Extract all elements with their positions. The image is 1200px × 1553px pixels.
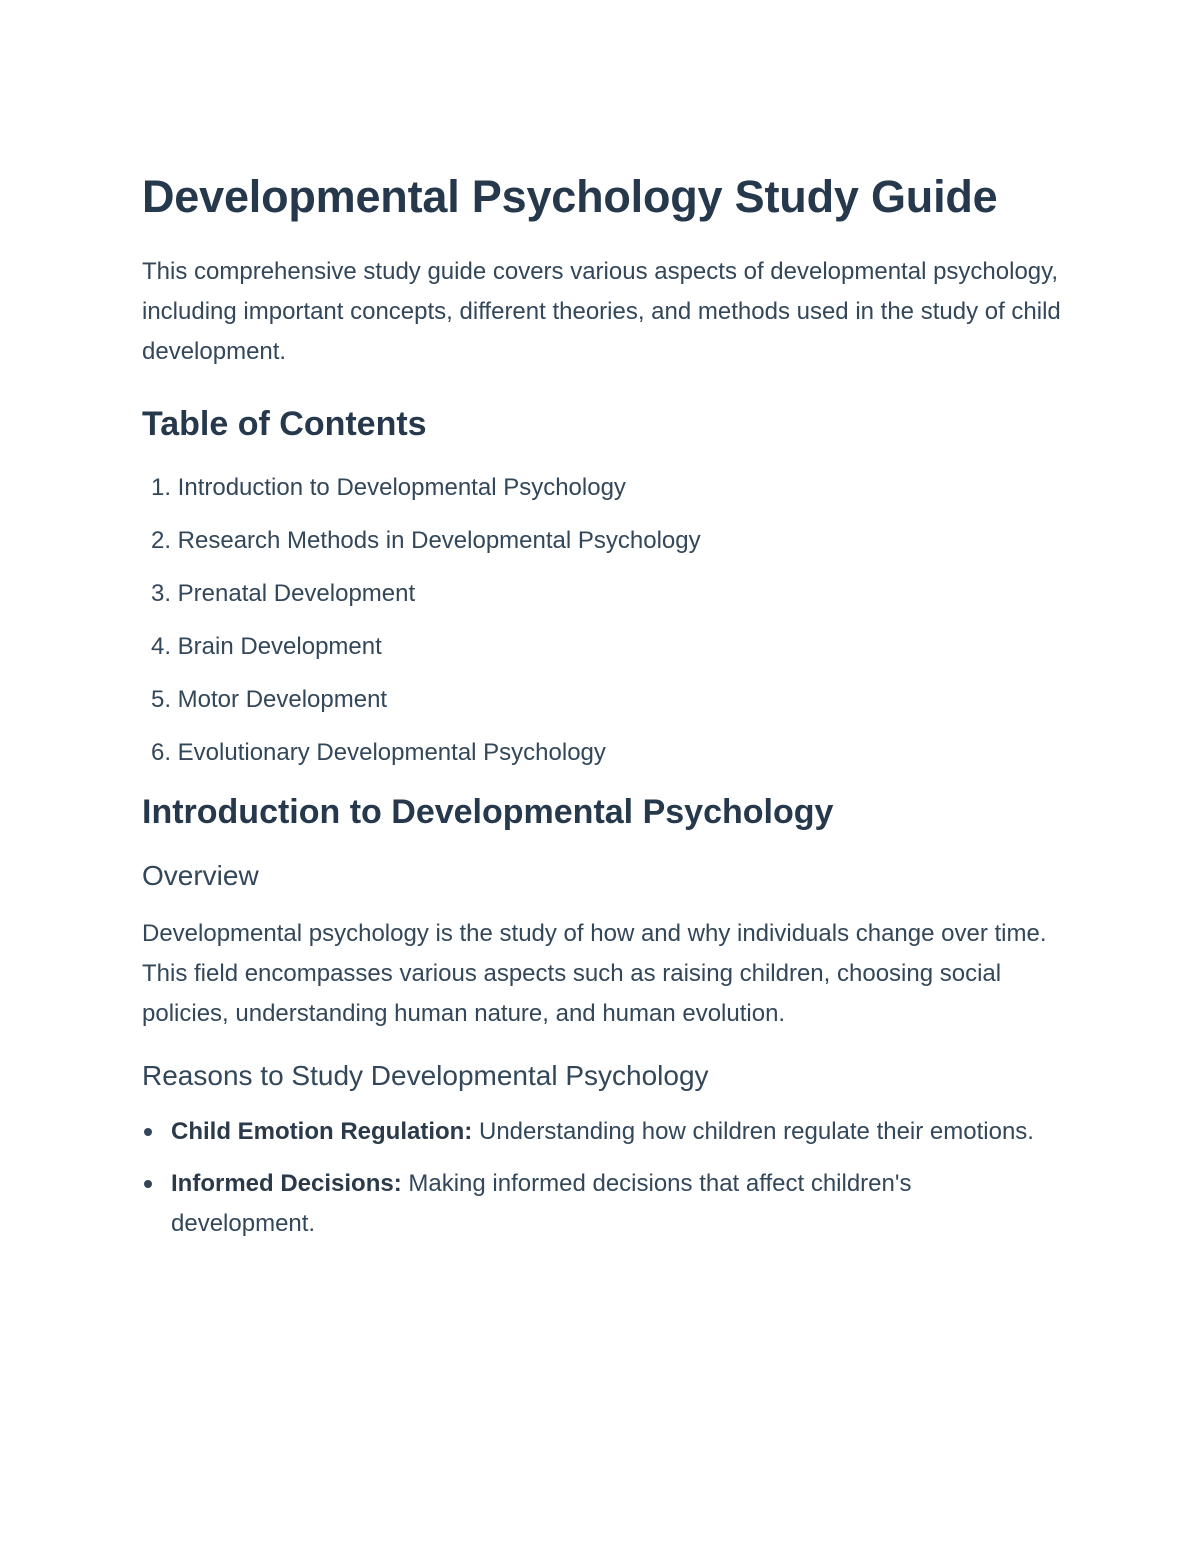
reason-term: Informed Decisions: <box>171 1170 402 1197</box>
list-item <box>142 1112 1062 1152</box>
overview-heading: Overview <box>142 860 259 891</box>
reason-text: Making informed decisions that affect children's development. <box>171 1170 912 1237</box>
toc-item[interactable] <box>142 525 1062 557</box>
toc-item-label: Brain Development <box>177 633 382 660</box>
toc-item-label: Introduction to Developmental Psychology <box>177 474 626 501</box>
table-of-contents <box>142 472 1062 769</box>
reason-text: Understanding how children regulate their emotions. <box>472 1118 1034 1145</box>
reasons-heading: Reasons to Study Developmental Psychology <box>142 1060 709 1091</box>
overview-paragraph: Developmental psychology is the study of how and why individuals change over time. This field encompasses various aspects such as raising children, choosing social policies, understanding human nature, and human evolution. <box>142 920 1047 1027</box>
toc-item-number: 1. <box>150 474 171 501</box>
intro-paragraph: This comprehensive study guide covers various aspects of developmental psychology, including important concepts, different theories, and methods used in the study of child development. <box>142 258 1061 365</box>
toc-item-number: 3. <box>150 580 171 607</box>
toc-item-number: 6. <box>150 739 171 766</box>
section-heading-introduction: Introduction to Developmental Psychology <box>142 793 834 831</box>
toc-item-number: 4. <box>150 633 171 660</box>
toc-item[interactable] <box>142 578 1062 610</box>
toc-item[interactable] <box>142 631 1062 663</box>
toc-item-number: 5. <box>150 686 171 713</box>
list-item <box>142 1164 1062 1244</box>
toc-item-number: 2. <box>150 527 171 554</box>
toc-item-label: Prenatal Development <box>177 580 416 607</box>
toc-item[interactable] <box>142 684 1062 716</box>
toc-item-label: Motor Development <box>177 686 388 713</box>
toc-item-label: Research Methods in Developmental Psychology <box>177 527 701 554</box>
bullet-icon <box>144 1128 152 1136</box>
document-page <box>142 165 1062 1256</box>
toc-item-label: Evolutionary Developmental Psychology <box>177 739 606 766</box>
toc-item[interactable] <box>142 472 1062 504</box>
toc-heading: Table of Contents <box>142 405 427 443</box>
bullet-icon <box>144 1180 152 1188</box>
toc-item[interactable] <box>142 737 1062 769</box>
reason-term: Child Emotion Regulation: <box>171 1118 473 1145</box>
reasons-list <box>142 1112 1062 1244</box>
document-title: Developmental Psychology Study Guide <box>142 171 998 222</box>
